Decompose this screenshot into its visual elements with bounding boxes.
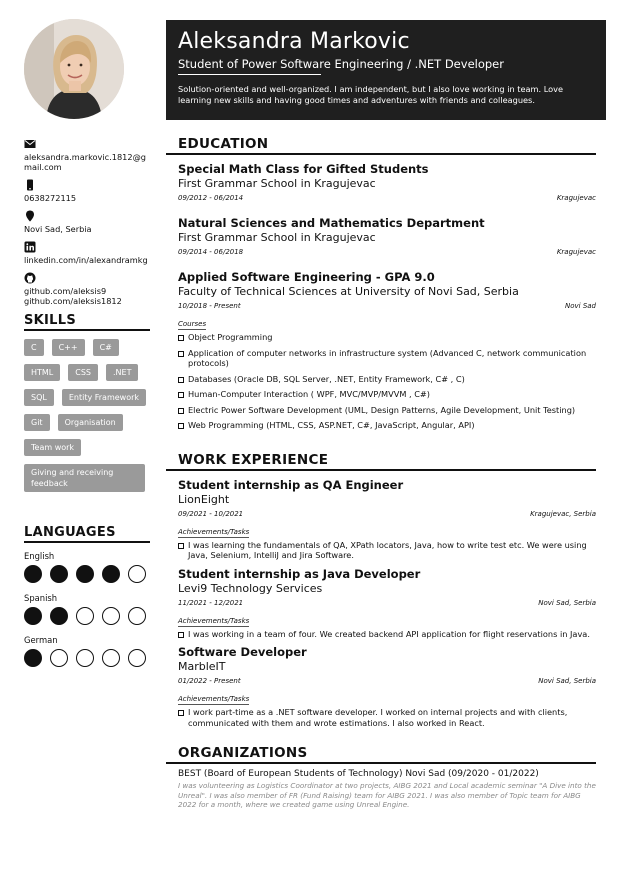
rating-dot-filled (50, 565, 68, 583)
work-heading: WORK EXPERIENCE (166, 452, 596, 471)
entry-org: Levi9 Technology Services (178, 581, 323, 595)
skill-chip: C (24, 339, 44, 356)
list-item: Electric Power Software Development (UML, Design Patterns, Agile Development, Unit Testing) (178, 405, 596, 416)
candidate-name: Aleksandra Markovic (178, 29, 410, 54)
rating-dot-filled (102, 565, 120, 583)
entry-org: LionEight (178, 492, 230, 506)
skill-chip: C++ (52, 339, 85, 356)
skill-chip: Giving and receiving feedback (24, 464, 145, 492)
contact-github[interactable] (24, 272, 150, 306)
languages-list (24, 551, 150, 667)
rating-dot-empty (102, 649, 120, 667)
entry-title: Special Math Class for Gifted Students (178, 162, 429, 176)
location-pin-icon (24, 210, 36, 222)
language-rating (24, 649, 150, 667)
entry-place: Kragujevac, Serbia (530, 509, 596, 518)
entry-place: Kragujevac (556, 248, 596, 256)
entry-dates: 01/2022 - Present (178, 677, 241, 685)
work-entry (166, 567, 596, 640)
skill-chip: C# (93, 339, 119, 356)
skill-chip: CSS (68, 364, 98, 381)
contact-linkedin[interactable] (24, 241, 150, 265)
courses-list (178, 332, 596, 431)
organizations-heading: ORGANIZATIONS (166, 745, 596, 764)
language-name: English (24, 551, 55, 561)
entry-org: First Grammar School in Kragujevac (178, 177, 376, 190)
summary-text: Solution-oriented and well-organized. I am independent, but I also love working in team. Love learning new skills and having good times and adventures with friends and colleagues. (178, 84, 564, 105)
rating-dot-empty (76, 607, 94, 625)
education-entry (166, 162, 596, 203)
entry-org: First Grammar School in Kragujevac (178, 231, 376, 244)
entry-meta (178, 676, 596, 686)
tasks-list (178, 629, 596, 640)
rating-dot-filled (24, 607, 42, 625)
entry-org: MarbleIT (178, 660, 226, 673)
location-text: Novi Sad, Serbia (24, 224, 92, 234)
entry-title: Student internship as QA Engineer (178, 477, 404, 492)
rating-dot-filled (76, 565, 94, 583)
entry-label: Achievements/Tasks (178, 695, 250, 703)
organization-description: I was volunteering as Logistics Coordinator at two projects, AIBG 2021 and Local academic seminar "A Dive into the Unreal". I was also member of FR (Fund Raising) team for AIBG 2021. I was also member of Topic team for AIBG 2022 for a month, where we created game using Unreal Engine. (178, 781, 596, 809)
entry-title: Applied Software Engineering - GPA 9.0 (178, 270, 435, 284)
entry-place: Novi Sad, Serbia (538, 598, 596, 607)
entry-label: Achievements/Tasks (178, 527, 250, 536)
entry-dates: 09/2014 - 06/2018 (178, 248, 244, 256)
rating-dot-filled (24, 649, 42, 667)
list-item: Application of computer networks in infrastructure system (Advanced C, network communication protocols) (178, 348, 596, 369)
email-icon (24, 138, 36, 150)
rating-dot-empty (50, 649, 68, 667)
entry-title: Software Developer (178, 645, 307, 659)
profile-photo (24, 19, 124, 119)
right-column (166, 136, 596, 810)
skill-chip: SQL (24, 389, 54, 406)
entry-dates: 09/2012 - 06/2014 (178, 194, 244, 202)
language-name: German (24, 635, 58, 645)
work-entry (166, 645, 596, 728)
phone-text: 0638272115 (24, 193, 77, 203)
list-item: I work part-time as a .NET software developer. I worked on internal projects and with clients, communicated with them and wrote estimations. I also worked in React. (178, 707, 596, 728)
entry-dates: 09/2021 - 10/2021 (178, 509, 244, 518)
left-column (24, 138, 150, 677)
skill-chip: Team work (24, 439, 81, 456)
list-item: I was working in a team of four. We created backend API application for flight reservations in Java. (178, 629, 596, 640)
list-item: Web Programming (HTML, CSS, ASP.NET, C#, JavaScript, Angular, API) (178, 420, 596, 431)
entry-org: Faculty of Technical Sciences at University of Novi Sad, Serbia (178, 285, 519, 298)
entry-meta (178, 598, 596, 608)
contact-phone[interactable] (24, 179, 150, 203)
skill-chip: .NET (106, 364, 138, 381)
rating-dot-empty (76, 649, 94, 667)
github-text-1: github.com/aleksis9 (24, 286, 107, 296)
rating-dot-filled (50, 607, 68, 625)
rating-dot-empty (128, 565, 146, 583)
entry-dates: 11/2021 - 12/2021 (178, 598, 244, 607)
skills-list (24, 339, 150, 492)
github-text-2: github.com/aleksis1812 (24, 296, 122, 306)
contact-location (24, 210, 150, 234)
contact-email[interactable] (24, 138, 150, 172)
education-entry (166, 270, 596, 431)
work-entry (166, 478, 596, 561)
skill-chip: Organisation (58, 414, 123, 431)
list-item: Human-Computer Interaction ( WPF, MVC/MVP/MVVM , C#) (178, 389, 596, 400)
entry-meta (178, 247, 596, 257)
entry-meta (178, 193, 596, 203)
phone-icon (24, 179, 36, 191)
language-rating (24, 607, 150, 625)
organization-line: BEST (Board of European Students of Technology) Novi Sad (09/2020 - 01/2022) (178, 769, 539, 779)
tasks-list (178, 707, 596, 728)
entry-meta (178, 301, 596, 311)
linkedin-icon (24, 241, 36, 253)
education-heading: EDUCATION (166, 136, 596, 155)
tasks-list (178, 540, 596, 561)
header-banner (166, 20, 606, 120)
entry-label: Courses (178, 320, 207, 328)
entry-title: Student internship as Java Developer (178, 566, 421, 581)
email-text: aleksandra.markovic.1812@gmail.com (24, 152, 146, 172)
rating-dot-empty (128, 607, 146, 625)
entry-place: Novi Sad (564, 302, 596, 310)
role-underline (178, 74, 321, 75)
list-item: I was learning the fundamentals of QA, XPath locators, Java, how to write test etc. We were using Java, Selenium, IntelliJ and Jira Software. (178, 540, 596, 561)
languages-heading: LANGUAGES (24, 525, 150, 543)
entry-dates: 10/2018 - Present (178, 302, 241, 310)
linkedin-text: linkedin.com/in/alexandramkg (24, 255, 148, 265)
skill-chip: Git (24, 414, 50, 431)
entry-title: Natural Sciences and Mathematics Department (178, 216, 485, 230)
rating-dot-empty (128, 649, 146, 667)
education-entry (166, 216, 596, 257)
list-item: Databases (Oracle DB, SQL Server, .NET, Entity Framework, C# , C) (178, 374, 596, 385)
skills-heading: SKILLS (24, 313, 150, 331)
skill-chip: HTML (24, 364, 60, 381)
entry-meta (178, 509, 596, 519)
rating-dot-filled (24, 565, 42, 583)
candidate-role: Student of Power Software Engineering / .NET Developer (178, 57, 504, 71)
list-item: Object Programming (178, 332, 596, 343)
entry-label: Achievements/Tasks (178, 616, 250, 625)
language-name: Spanish (24, 593, 58, 603)
skill-chip: Entity Framework (62, 389, 146, 406)
entry-place: Kragujevac (556, 194, 596, 202)
github-icon (24, 272, 36, 284)
language-rating (24, 565, 150, 583)
entry-place: Novi Sad, Serbia (538, 677, 596, 685)
rating-dot-empty (102, 607, 120, 625)
